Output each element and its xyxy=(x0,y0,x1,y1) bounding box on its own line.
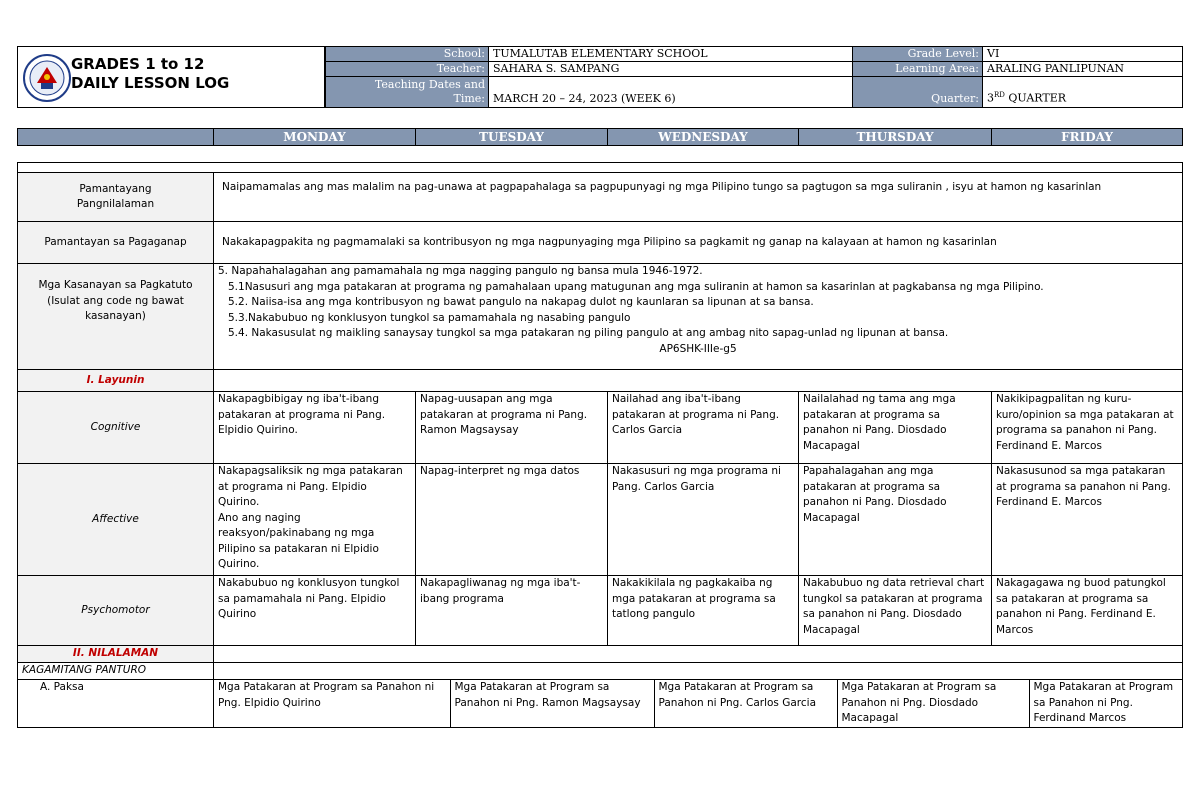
title-line-1: GRADES 1 to 12 xyxy=(71,55,205,73)
dates-label xyxy=(326,77,489,108)
paksa-table xyxy=(214,680,1183,727)
area-label: Learning Area: xyxy=(853,62,983,77)
dates-value: MARCH 20 – 24, 2023 (WEEK 6) xyxy=(489,77,853,108)
lesson-table xyxy=(17,162,1183,728)
teacher-label: Teacher: xyxy=(326,62,489,77)
pamantayang-label xyxy=(18,173,214,222)
kasanayan-label-line3: kasanayan) xyxy=(85,310,146,322)
kasanayan-line: 5.1Nasusuri ang mga patakaran at programa ng pamahalaan upang matugunan ang mga suliranin at hamon sa kasarinlan at pagkabansa ng mga Pilipino. xyxy=(228,280,1044,293)
deped-seal-icon xyxy=(22,53,72,103)
kasanayan-line: 5.3.Nakabubuo ng konklusyon tungkol sa pamamahala ng nasabing pangulo xyxy=(228,311,631,324)
paksa-tuesday: Mga Patakaran at Program sa Panahon ni Png. Ramon Magsaysay xyxy=(450,680,654,727)
kasanayan-code: AP6SHK-IIIe-g5 xyxy=(659,342,737,355)
paksa-thursday: Mga Patakaran at Program sa Panahon ni Png. Diosdado Macapagal xyxy=(837,680,1029,727)
quarter-word: QUARTER xyxy=(1004,92,1067,105)
pamantayang-label-line2: Pangnilalaman xyxy=(76,198,155,210)
psychomotor-monday: Nakabubuo ng konklusyon tungkol sa pamamahala ni Pang. Elpidio Quirino xyxy=(214,576,416,646)
kagamitan-label: KAGAMITANG PANTURO xyxy=(18,663,214,680)
paksa-friday: Mga Patakaran at Program sa Panahon ni Png. Ferdinand Marcos xyxy=(1029,680,1183,727)
nilalaman-label: II. NILALAMAN xyxy=(18,646,214,663)
quarter-number: 3 xyxy=(987,92,994,105)
kasanayan-line: 5. Napahahalagahan ang pamamahala ng mga nagging pangulo ng bansa mula 1946-1972. xyxy=(218,265,703,277)
pagganap-text: Nakakapagpakita ng pagmamalaki sa kontribusyon ng mga nagpunyaging mga Pilipino sa pagkamit ng ganap na kalayaan at hamon ng kasarinlan xyxy=(214,222,1183,264)
kasanayan-label-line1: Mga Kasanayan sa Pagkatuto xyxy=(38,279,193,291)
paksa-wednesday: Mga Patakaran at Program sa Panahon ni Png. Carlos Garcia xyxy=(654,680,837,727)
quarter-suffix: RD xyxy=(994,91,1005,100)
paksa-label: A. Paksa xyxy=(18,680,214,728)
days-header-blank xyxy=(18,129,214,146)
paksa-monday: Mga Patakaran at Program sa Panahon ni Png. Elpidio Quirino xyxy=(214,680,450,727)
psychomotor-friday: Nakagagawa ng buod patungkol sa patakaran at programa sa panahon ni Pang. Ferdinand E. Marcos xyxy=(992,576,1183,646)
affective-wednesday: Nakasusuri ng mga programa ni Pang. Carlos Garcia xyxy=(608,464,799,576)
day-monday: MONDAY xyxy=(214,129,416,146)
title-block xyxy=(17,46,325,108)
info-table xyxy=(325,46,1183,108)
day-thursday: THURSDAY xyxy=(799,129,992,146)
kasanayan-content xyxy=(214,264,1183,370)
grade-value: VI xyxy=(983,47,1183,62)
kasanayan-label-line2: (Isulat ang code ng bawat xyxy=(47,294,184,307)
grade-label: Grade Level: xyxy=(853,47,983,62)
days-header xyxy=(17,128,1183,146)
cognitive-tuesday: Napag-uusapan ang mga patakaran at programa ni Pang. Ramon Magsaysay xyxy=(416,392,608,464)
affective-monday: Nakapagsaliksik ng mga patakaran at programa ni Pang. Elpidio Quirino. Ano ang naging reaksyon/pakinabang ng mga Pilipino sa patakaran ni Elpidio Quirino. xyxy=(214,464,416,576)
kagamitan-blank xyxy=(214,663,1183,680)
pamantayang-label-line1: Pamantayang xyxy=(79,182,152,195)
psychomotor-wednesday: Nakakikilala ng pagkakaiba ng mga patakaran at programa sa tatlong pangulo xyxy=(608,576,799,646)
title-line-2: DAILY LESSON LOG xyxy=(71,74,230,92)
affective-tuesday: Napag-interpret ng mga datos xyxy=(416,464,608,576)
psychomotor-tuesday: Nakapagliwanag ng mga iba't-ibang programa xyxy=(416,576,608,646)
kasanayan-line: 5.2. Naiisa-isa ang mga kontribusyon ng bawat pangulo na nakapag dulot ng kaunlaran sa lipunan at sa bansa. xyxy=(228,296,814,308)
layunin-label: I. Layunin xyxy=(18,370,214,392)
quarter-value xyxy=(983,77,1183,108)
layunin-blank xyxy=(214,370,1183,392)
cognitive-friday: Nakikipagpalitan ng kuru-kuro/opinion sa mga patakaran at programa sa panahon ni Pang. Ferdinand E. Marcos xyxy=(992,392,1183,464)
cognitive-wednesday: Nailahad ang iba't-ibang patakaran at programa ni Pang. Carlos Garcia xyxy=(608,392,799,464)
dates-label-line1: Teaching Dates and xyxy=(374,78,485,91)
psychomotor-label: Psychomotor xyxy=(18,576,214,646)
paksa-row xyxy=(214,680,1183,728)
pagganap-label: Pamantayan sa Pagaganap xyxy=(18,222,214,264)
spacer-row xyxy=(18,163,1183,173)
dates-label-line2: Time: xyxy=(453,92,485,105)
school-label: School: xyxy=(326,47,489,62)
day-tuesday: TUESDAY xyxy=(416,129,608,146)
area-value: ARALING PANLIPUNAN xyxy=(983,62,1183,77)
cognitive-thursday: Nailalahad ng tama ang mga patakaran at programa sa panahon ni Pang. Diosdado Macapagal xyxy=(799,392,992,464)
affective-label: Affective xyxy=(18,464,214,576)
affective-friday: Nakasusunod sa mga patakaran at programa sa panahon ni Pang. Ferdinand E. Marcos xyxy=(992,464,1183,576)
day-wednesday: WEDNESDAY xyxy=(608,129,799,146)
psychomotor-thursday: Nakabubuo ng data retrieval chart tungkol sa patakaran at programa sa panahon ni Pang. Diosdado Macapagal xyxy=(799,576,992,646)
quarter-label: Quarter: xyxy=(853,77,983,108)
teacher-value: SAHARA S. SAMPANG xyxy=(489,62,853,77)
affective-thursday: Papahalagahan ang mga patakaran at programa sa panahon ni Pang. Diosdado Macapagal xyxy=(799,464,992,576)
cognitive-monday: Nakapagbibigay ng iba't-ibang patakaran at programa ni Pang. Elpidio Quirino. xyxy=(214,392,416,464)
kasanayan-line: 5.4. Nakasusulat ng maikling sanaysay tungkol sa mga patakaran ng piling pangulo at ang ambag nito sapag-unlad ng lipunan at bansa. xyxy=(228,327,949,339)
nilalaman-blank xyxy=(214,646,1183,663)
pamantayang-text: Naipamamalas ang mas malalim na pag-unawa at pagpapahalaga sa pagpupunyagi ng mga Pilipino tungo sa pagtugon sa mga suliranin , isyu at hamon ng kasarinlan xyxy=(214,173,1183,222)
cognitive-label: Cognitive xyxy=(18,392,214,464)
kasanayan-label xyxy=(18,264,214,370)
day-friday: FRIDAY xyxy=(992,129,1183,146)
school-value: TUMALUTAB ELEMENTARY SCHOOL xyxy=(489,47,853,62)
